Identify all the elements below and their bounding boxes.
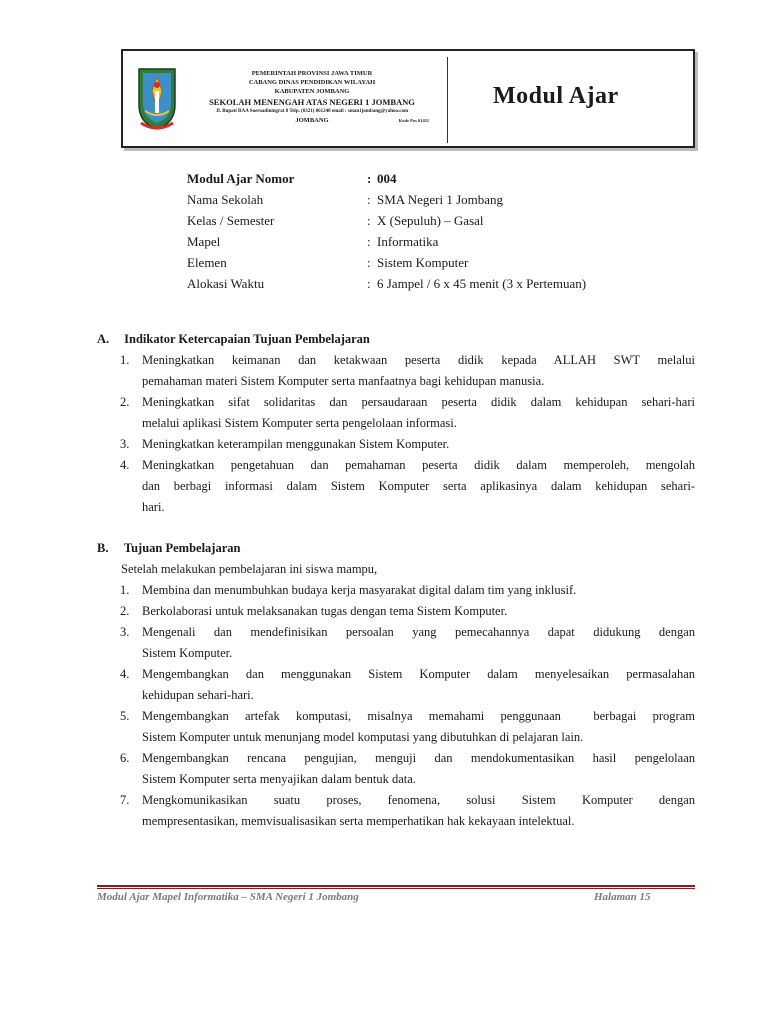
list-item-line: Berkolaborasi untuk melaksanakan tugas dengan tema Sistem Komputer. (142, 604, 508, 618)
section-a-heading (97, 329, 695, 350)
identity-value: 004 (377, 171, 397, 186)
section-b-list (97, 580, 695, 832)
identity-colon: : (367, 213, 371, 228)
identity-row (187, 168, 586, 189)
identity-colon: : (367, 255, 371, 270)
identity-value: Informatika (377, 234, 439, 249)
section-a-letter: A. (97, 332, 110, 346)
list-item-line: Mengembangkan artefak komputasi, misalnya memahami penggunaan berbagai program (142, 709, 695, 723)
school-line-branch: CABANG DINAS PENDIDIKAN WILAYAH (248, 79, 376, 86)
identity-row (187, 210, 586, 231)
list-item-line: mempresentasikan, memvisualisasikan serta memperhatikan hak kekayaan intelektual. (142, 814, 575, 828)
list-item-text (142, 706, 695, 748)
list-item-number: 4. (120, 667, 130, 681)
list-item-line: melalui aplikasi Sistem Komputer serta pengelolaan informasi. (142, 416, 457, 430)
module-identity-table (187, 168, 586, 294)
list-item-line: Sistem Komputer untuk menunjang model komputasi yang dibutuhkan di pelajaran lain. (142, 730, 584, 744)
list-item-text (142, 580, 695, 601)
identity-row (187, 231, 586, 252)
footer-rule (97, 885, 695, 887)
section-a-list (97, 350, 695, 518)
list-item-number: 5. (120, 709, 130, 723)
list-item-text (142, 790, 695, 832)
identity-row (187, 252, 586, 273)
school-emblem-logo (135, 65, 179, 131)
section-b-intro: Setelah melakukan pembelajaran ini siswa mampu, (121, 562, 378, 576)
list-item-number: 3. (120, 625, 130, 639)
list-item (97, 748, 695, 790)
list-item (97, 580, 695, 601)
school-line-regency: KABUPATEN JOMBANG (274, 88, 350, 95)
section-b-heading (97, 538, 695, 559)
footer-module-label: Modul Ajar Mapel Informatika – SMA Negeri 1 Jombang (97, 891, 359, 903)
identity-row (187, 273, 586, 294)
list-item (97, 455, 695, 518)
list-item-line: dan berbagi informasi dalam Sistem Komputer serta aplikasinya dalam kehidupan sehari- (142, 479, 695, 493)
list-item-number: 4. (120, 458, 130, 472)
list-item-line: Mengkomunikasikan suatu proses, fenomena, solusi Sistem Komputer dengan (142, 793, 695, 807)
identity-colon: : (367, 276, 371, 291)
list-item (97, 350, 695, 392)
list-item-line: kehidupan sehari-hari. (142, 688, 254, 702)
identity-value: SMA Negeri 1 Jombang (377, 192, 504, 207)
list-item (97, 622, 695, 664)
list-item-number: 1. (120, 583, 130, 597)
list-item-number: 6. (120, 751, 130, 765)
school-city-row (181, 116, 443, 125)
list-item (97, 790, 695, 832)
school-line-province: PEMERINTAH PROVINSI JAWA TIMUR (251, 70, 373, 77)
identity-colon: : (367, 192, 371, 207)
section-a (97, 329, 695, 518)
list-item-line: Mengembangkan dan menggunakan Sistem Komputer dalam menyelesaikan permasalahan (142, 667, 695, 681)
list-item-line: Mengembangkan rencana pengujian, menguji dan mendokumentasikan hasil pengelolaan (142, 751, 695, 765)
school-name: SEKOLAH MENENGAH ATAS NEGERI 1 JOMBANG (209, 97, 415, 107)
list-item-line: Membina dan menumbuhkan budaya kerja masyarakat digital dalam tim yang inklusif. (142, 583, 577, 597)
document-title: Modul Ajar (493, 83, 619, 109)
list-item (97, 434, 695, 455)
list-item-text (142, 455, 695, 518)
identity-colon: : (367, 171, 372, 186)
section-b (97, 538, 695, 832)
identity-label: Mapel (187, 234, 221, 249)
identity-value: 6 Jampel / 6 x 45 menit (3 x Pertemuan) (377, 276, 587, 291)
list-item-text (142, 350, 695, 392)
section-b-letter: B. (97, 541, 109, 555)
identity-value: X (Sepuluh) – Gasal (377, 213, 484, 228)
footer-page-number: Halaman 15 (594, 891, 651, 903)
school-identity-block (181, 69, 443, 125)
school-postal-code: Kode Pos 61411 (398, 118, 429, 123)
list-item-line: Meningkatkan sifat solidaritas dan persaudaraan peserta didik dalam kehidupan sehari-hari (142, 395, 695, 409)
list-item-text (142, 434, 695, 455)
identity-row (187, 189, 586, 210)
list-item-line: Sistem Komputer serta menyajikan dalam bentuk data. (142, 772, 416, 786)
list-item (97, 706, 695, 748)
list-item-text (142, 622, 695, 664)
list-item-line: Meningkatkan keimanan dan ketakwaan peserta didik kepada ALLAH SWT melalui (142, 353, 695, 367)
list-item-number: 3. (120, 437, 130, 451)
list-item-text (142, 392, 695, 434)
identity-label: Elemen (187, 255, 227, 270)
identity-label: Modul Ajar Nomor (187, 171, 295, 186)
school-city: JOMBANG (295, 117, 329, 124)
list-item-line: Meningkatkan pengetahuan dan pemahaman peserta didik dalam memperoleh, mengolah (142, 458, 695, 472)
document-header (121, 49, 695, 148)
footer-rule-thin (97, 888, 695, 889)
list-item-line: Mengenali dan mendefinisikan persoalan yang pemecahannya dapat didukung dengan (142, 625, 695, 639)
identity-label: Kelas / Semester (187, 213, 275, 228)
section-a-title: Indikator Ketercapaian Tujuan Pembelajaran (124, 332, 370, 346)
list-item-line: pemahaman materi Sistem Komputer serta manfaatnya bagi kehidupan manusia. (142, 374, 545, 388)
list-item-number: 1. (120, 353, 130, 367)
list-item-text (142, 601, 695, 622)
list-item-line: hari. (142, 500, 165, 514)
list-item (97, 664, 695, 706)
list-item-number: 2. (120, 604, 130, 618)
identity-colon: : (367, 234, 371, 249)
school-address: Jl. Bupati RAA Soeroadiningrat 8 Telp. (0321) 861240 email : sman1jombang@yahoo.com (215, 109, 409, 114)
identity-label: Alokasi Waktu (187, 276, 265, 291)
list-item-number: 7. (120, 793, 130, 807)
identity-value: Sistem Komputer (377, 255, 469, 270)
list-item-number: 2. (120, 395, 130, 409)
list-item-text (142, 664, 695, 706)
list-item-text (142, 748, 695, 790)
identity-label: Nama Sekolah (187, 192, 264, 207)
list-item-line: Sistem Komputer. (142, 646, 233, 660)
section-b-title: Tujuan Pembelajaran (123, 541, 241, 555)
list-item-line: Meningkatkan keterampilan menggunakan Sistem Komputer. (142, 437, 450, 451)
list-item (97, 392, 695, 434)
list-item (97, 601, 695, 622)
header-divider (447, 57, 448, 143)
